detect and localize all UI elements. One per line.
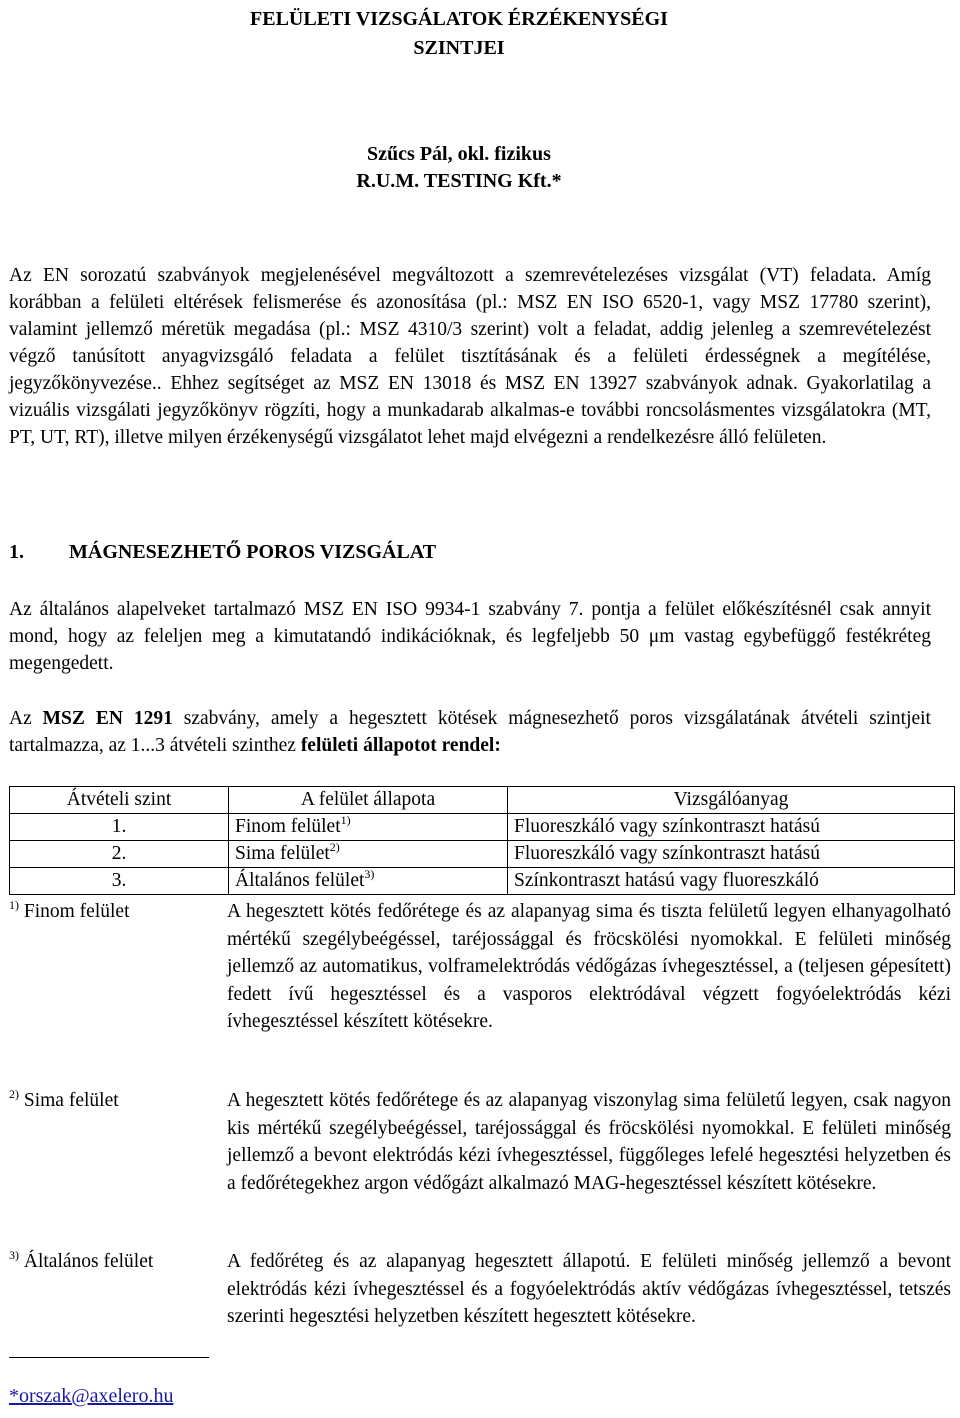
section-paragraph-2 — [9, 705, 931, 759]
cell-level: 1. — [10, 814, 229, 841]
section-title: MÁGNESEZHETŐ POROS VIZSGÁLAT — [69, 541, 437, 563]
footnote-ref: 2) — [329, 840, 340, 854]
footnote-ref: 3) — [364, 867, 375, 881]
note-sup: 1) — [9, 898, 19, 912]
cell-level: 3. — [10, 868, 229, 895]
footnote-divider — [9, 1357, 209, 1358]
note-text: A hegesztett kötés fedőrétege és az alapanyag viszonylag sima felületű legyen, csak nagyon kis mértékű szegélybeégéssel, taréjossággal és fröcskölési nyomokkal. E felületi minőség jellemző a bevont elektródás kézi ívhegesztéssel, függőleges lefelé hegesztési helyzetben és a fedőrétegekhez argon védőgázt alkalmazó MAG-hegesztéssel készített kötésekre. — [227, 1090, 951, 1194]
footnote-ref: 1) — [340, 813, 351, 827]
surface-label: Finom felület — [235, 816, 341, 837]
cell-level: 2. — [10, 841, 229, 868]
author-block — [9, 141, 909, 195]
cell-surface — [229, 841, 508, 868]
title-line-1: FELÜLETI VIZSGÁLATOK ÉRZÉKENYSÉGI — [250, 8, 668, 30]
table-header-row — [10, 787, 955, 814]
email-link[interactable]: *orszak@axelero.hu — [9, 1385, 174, 1407]
note-sup: 3) — [9, 1248, 19, 1262]
table-row — [10, 868, 955, 895]
title-line-2: SZINTJEI — [413, 37, 505, 59]
cell-surface — [229, 868, 508, 895]
section-number: 1. — [9, 541, 24, 563]
header-surface: A felület állapota — [229, 787, 508, 814]
note-text: A hegesztett kötés fedőrétege és az alapanyag sima és tiszta felületű legyen elhanyagolható mértékű szegélybeégéssel, taréjossággal és fröcskölési nyomokkal. E felületi minőség jellemző az automatikus, volframelektródás védőgázas ívhegesztéssel, a (teljesen gépesített) fedett ívű hegesztéssel és a vasporos elektródával végzett fogyóelektródás kézi ívhegesztéssel készített kötésekre. — [227, 901, 951, 1032]
table-row — [10, 814, 955, 841]
acceptance-table — [9, 786, 955, 895]
note-label-text: Általános felület — [23, 1251, 154, 1272]
surface-label: Sima felület — [235, 843, 330, 864]
cell-surface — [229, 814, 508, 841]
para2-emphasis: felületi állapotot rendel: — [300, 735, 501, 756]
note-text: A fedőréteg és az alapanyag hegesztett állapotú. E felületi minőség jellemző a bevont elektródás kézi ívhegesztéssel és a fogyóelektródás aktív védőgázas ívhegesztéssel, tetszés szerinti hegesztési helyzetben készített hegesztett kötésekre. — [227, 1251, 951, 1327]
section-heading — [9, 541, 436, 564]
cell-medium: Fluoreszkáló vagy színkontraszt hatású — [508, 814, 955, 841]
cell-medium: Színkontraszt hatású vagy fluoreszkáló — [508, 868, 955, 895]
cell-medium: Fluoreszkáló vagy színkontraszt hatású — [508, 841, 955, 868]
para2-standard: MSZ EN 1291 — [42, 708, 173, 729]
header-medium: Vizsgálóanyag — [508, 787, 955, 814]
note-sup: 2) — [9, 1087, 19, 1101]
header-level: Átvételi szint — [10, 787, 229, 814]
document-title — [9, 5, 909, 63]
para2-text-a: Az — [9, 708, 43, 729]
note-label-text: Sima felület — [23, 1090, 119, 1111]
company-name: R.U.M. TESTING Kft.* — [356, 170, 562, 192]
note-label — [9, 1087, 219, 1114]
note-label — [9, 1248, 219, 1275]
intro-paragraph: Az EN sorozatú szabványok megjelenésével megváltozott a szemrevételezéses vizsgálat (VT) feladata. Amíg korábban a felületi eltérések felismerése és azonosítása (pl.: MSZ EN ISO 6520-1, vagy MSZ 17780 szerint), valamint jellemző méretük megadása (pl.: MSZ 4310/3 szerint) volt a feladat, addig jelenleg a szemrevételezést végző tanúsított anyagvizsgáló feladata a felület tisztításának és a felületi érdességnek a megítélése, jegyzőkönyvezése.. Ehhez segítséget az MSZ EN 13018 és MSZ EN 13927 szabványok adnak. Gyakorlatilag a vizuális vizsgálati jegyzőkönyv rögzíti, hogy a munkadarab alkalmas-e további roncsolásmentes vizsgálatokra (MT, PT, UT, RT), illetve milyen érzékenységű vizsgálatot lehet majd elvégezni a rendelkezésre álló felületen. — [9, 265, 931, 448]
surface-label: Általános felület — [235, 870, 365, 891]
note-label — [9, 898, 219, 925]
footnote — [9, 1385, 173, 1408]
note-label-text: Finom felület — [23, 901, 130, 922]
author-name: Szűcs Pál, okl. fizikus — [367, 143, 551, 165]
para2-text-c: szabvány, amely a hegesztett kötések mágnesezhető poros vizsgálatának átvételi szintjeit tartalmazza, az 1...3 átvételi szinthez — [9, 708, 931, 756]
section-paragraph-1: Az általános alapelveket tartalmazó MSZ EN ISO 9934-1 szabvány 7. pontja a felület előkészítésnél csak annyit mond, hogy az feleljen meg a kimutatandó indikációknak, és legfeljebb 50 μm vastag egybefüggő festékréteg megengedett. — [9, 599, 931, 674]
table-row — [10, 841, 955, 868]
